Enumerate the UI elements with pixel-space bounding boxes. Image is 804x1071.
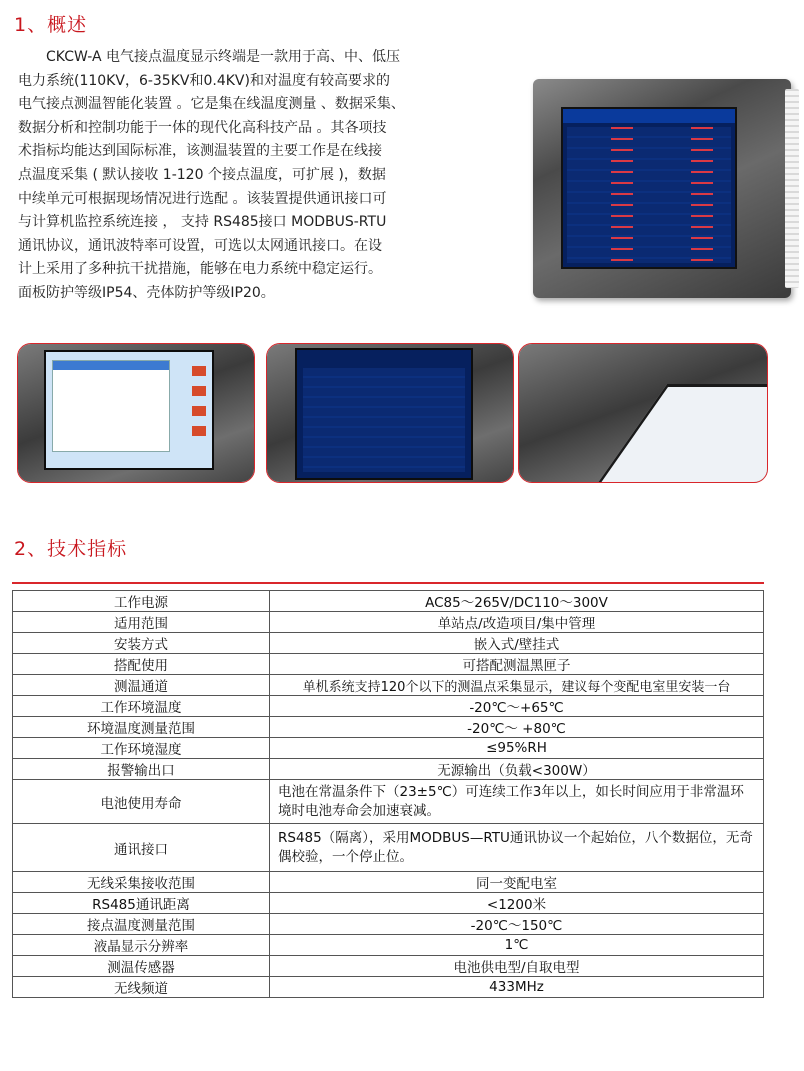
spec-row: [13, 824, 764, 872]
intro-line: 中续单元可根据现场情况进行选配 。该装置提供通讯接口可: [18, 190, 387, 207]
intro-line: 术指标均能达到国际标准，该测温装置的主要工作是在线接: [18, 143, 382, 160]
section-title-overview: 1、概述: [14, 14, 88, 36]
thumbnail-temperature-screen: [266, 343, 514, 483]
spec-key: 通讯接口: [13, 824, 270, 872]
intro-text: [18, 46, 518, 306]
spec-row: [13, 591, 764, 612]
spec-value: 同一变配电室: [270, 872, 764, 893]
spec-key: 接点温度测量范围: [13, 914, 270, 935]
spec-key: 搭配使用: [13, 654, 270, 675]
spec-row: [13, 675, 764, 696]
spec-value: 无源输出（负载<300W）: [270, 759, 764, 780]
spec-value: -20℃～+65℃: [270, 696, 764, 717]
spec-value: 嵌入式/壁挂式: [270, 633, 764, 654]
spec-row: [13, 935, 764, 956]
intro-line: 数据分析和控制功能于一体的现代化高科技产品 。其各项技: [18, 119, 387, 136]
spec-value: 电池供电型/自取电型: [270, 956, 764, 977]
spec-row: [13, 696, 764, 717]
section-divider: [12, 582, 764, 584]
spec-row: [13, 977, 764, 998]
spec-key: 报警输出口: [13, 759, 270, 780]
spec-row: [13, 717, 764, 738]
spec-value: <1200米: [270, 893, 764, 914]
spec-value: 可搭配测温黑匣子: [270, 654, 764, 675]
spec-key: RS485通讯距离: [13, 893, 270, 914]
spec-key: 工作环境湿度: [13, 738, 270, 759]
spec-value: 单站点/改造项目/集中管理: [270, 612, 764, 633]
spec-key: 适用范围: [13, 612, 270, 633]
spec-row: [13, 956, 764, 977]
thumbnail-bezel-corner: [518, 343, 768, 483]
intro-line: 通讯协议，通讯波特率可设置，可选以太网通讯接口。在设: [18, 237, 382, 254]
intro-line: 电力系统(110KV，6-35KV和0.4KV)和对温度有较高要求的: [18, 72, 390, 89]
spec-value: -20℃～ +80℃: [270, 717, 764, 738]
spec-value: -20℃～150℃: [270, 914, 764, 935]
section-title-specs: 2、技术指标: [14, 538, 128, 560]
spec-value: 433MHz: [270, 977, 764, 998]
spec-key: 测温通道: [13, 675, 270, 696]
thumbnail-software-screen: [17, 343, 255, 483]
spec-key: 环境温度测量范围: [13, 717, 270, 738]
spec-value: RS485（隔离），采用MODBUS—RTU通讯协议一个起始位，八个数据位，无奇偶校验，一个停止位。: [270, 824, 764, 872]
spec-row: [13, 633, 764, 654]
spec-table: [12, 590, 764, 998]
intro-line: 面板防护等级IP54、壳体防护等级IP20。: [18, 284, 275, 301]
spec-row: [13, 654, 764, 675]
spec-row: [13, 872, 764, 893]
device-front-image: [533, 79, 791, 298]
intro-line: CKCW-A 电气接点温度显示终端是一款用于高、中、低压: [46, 49, 401, 65]
device-side-vents: [785, 89, 799, 288]
spec-key: 液晶显示分辨率: [13, 935, 270, 956]
spec-key: 工作环境温度: [13, 696, 270, 717]
spec-key: 无线频道: [13, 977, 270, 998]
spec-row: [13, 612, 764, 633]
spec-row: [13, 893, 764, 914]
spec-row: [13, 780, 764, 824]
spec-value: 电池在常温条件下（23±5℃）可连续工作3年以上，如长时间应用于非常温环境时电池寿命会加速衰减。: [270, 780, 764, 824]
intro-line: 点温度采集 ( 默认接收 1-120 个接点温度，可扩展 )，数据: [18, 166, 386, 183]
spec-key: 测温传感器: [13, 956, 270, 977]
spec-key: 工作电源: [13, 591, 270, 612]
spec-row: [13, 914, 764, 935]
device-screen-image: [561, 107, 737, 269]
spec-value: 1℃: [270, 935, 764, 956]
spec-key: 安装方式: [13, 633, 270, 654]
spec-value: ≤95%RH: [270, 738, 764, 759]
spec-key: 无线采集接收范围: [13, 872, 270, 893]
spec-key: 电池使用寿命: [13, 780, 270, 824]
spec-value: AC85～265V/DC110～300V: [270, 591, 764, 612]
spec-row: [13, 738, 764, 759]
spec-row: [13, 759, 764, 780]
intro-line: 计上采用了多种抗干扰措施，能够在电力系统中稳定运行。: [18, 261, 382, 278]
spec-value: 单机系统支持120个以下的测温点采集显示，建议每个变配电室里安装一台: [270, 675, 764, 696]
intro-line: 与计算机监控系统连接 ， 支持 RS485接口 MODBUS-RTU: [18, 214, 387, 231]
intro-line: 电气接点测温智能化装置 。它是集在线温度测量 、数据采集、: [18, 96, 405, 113]
